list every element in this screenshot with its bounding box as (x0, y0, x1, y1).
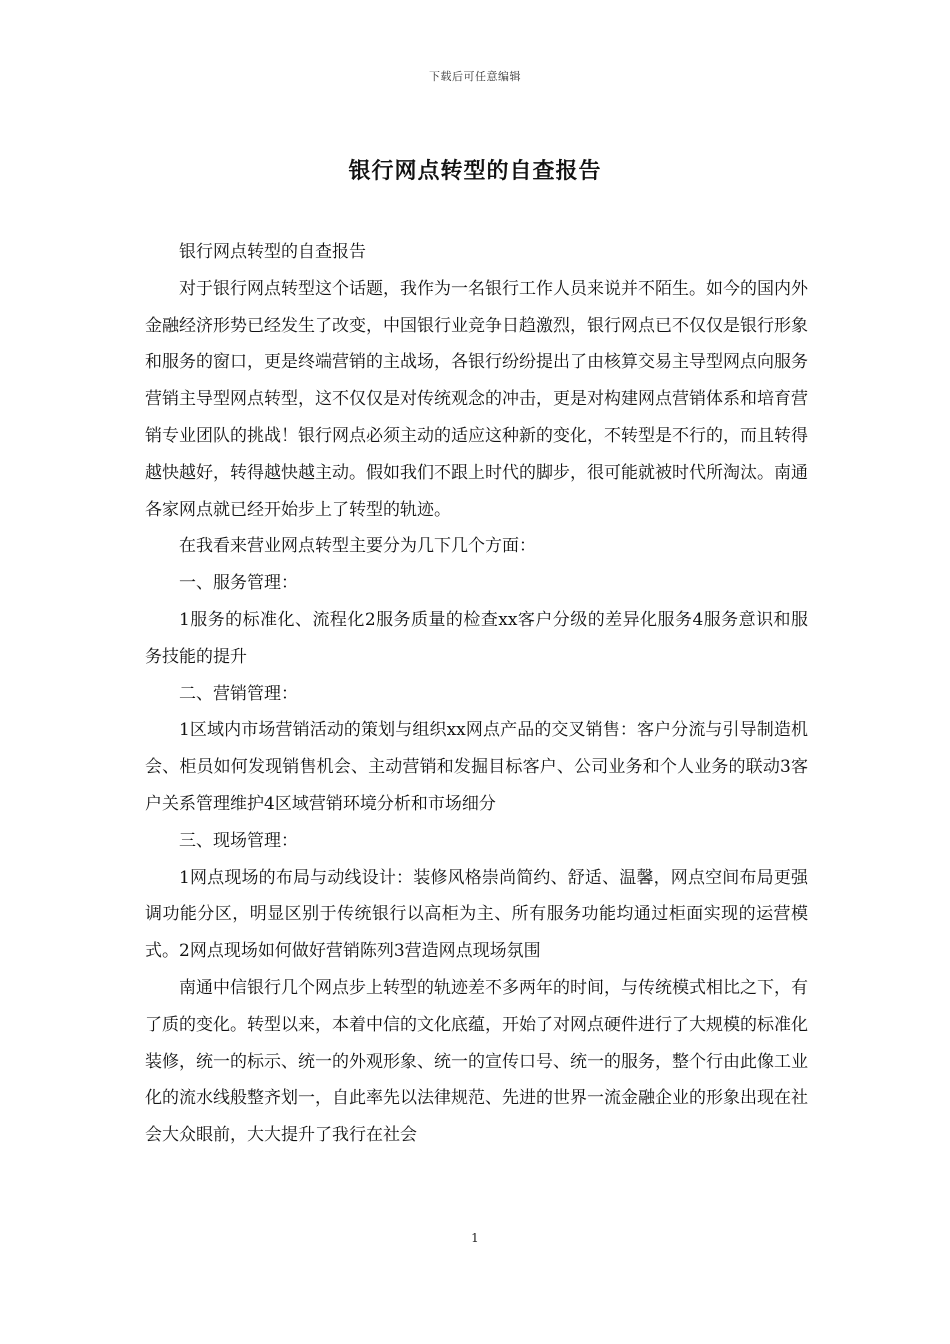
page-number: 1 (471, 1231, 479, 1245)
section-heading-onsite: 三、现场管理： (179, 830, 298, 851)
section-heading-marketing: 二、营销管理： (179, 683, 298, 704)
header-note: 下载后可任意编辑 (429, 70, 521, 83)
paragraph-service: 1服务的标准化、流程化2服务质量的检查xx客户分级的差异化服务4服务意识和服务技能的提升 (145, 609, 808, 667)
paragraph-marketing: 1区域内市场营销活动的策划与组织xx网点产品的交叉销售：客户分流与引导制造机会、柜员如何发现销售机会、主动营销和发掘目标客户、公司业务和个人业务的联动3客户关系管理维护4区域营销环境分析和市场细分 (145, 720, 808, 814)
section-heading-service: 一、服务管理： (179, 573, 298, 594)
paragraph-subtitle: 银行网点转型的自查报告 (179, 242, 366, 262)
paragraph-nantong: 南通中信银行几个网点步上转型的轨迹差不多两年的时间，与传统模式相比之下，有了质的变化。转型以来，本着中信的文化底蕴，开始了对网点硬件进行了大规模的标准化装修，统一的标示、统一的外观形象、统一的宣传口号、统一的服务，整个行由此像工业化的流水线般整齐划一，自此率先以法律规范、先进的世界一流金融企业的形象出现在社会大众眼前，大大提升了我行在社会 (145, 977, 808, 1146)
paragraph-overview: 在我看来营业网点转型主要分为几下几个方面： (179, 536, 536, 557)
paragraph-intro: 对于银行网点转型这个话题，我作为一名银行工作人员来说并不陌生。如今的国内外金融经济形势已经发生了改变，中国银行业竞争日趋激烈，银行网点已不仅仅是银行形象和服务的窗口，更是终端营销的主战场，各银行纷纷提出了由核算交易主导型网点向服务营销主导型网点转型，这不仅仅是对传统观念的冲击，更是对构建网点营销体系和培育营销专业团队的挑战！银行网点必须主动的适应这种新的变化，不转型是不行的，而且转得越快越好，转得越快越主动。假如我们不跟上时代的脚步，很可能就被时代所淘汰。南通各家网点就已经开始步上了转型的轨迹。 (145, 278, 808, 520)
document-title: 银行网点转型的自查报告 (348, 159, 602, 184)
document-body (145, 234, 808, 1154)
paragraph-onsite: 1网点现场的布局与动线设计：装修风格崇尚简约、舒适、温馨，网点空间布局更强调功能分区，明显区别于传统银行以高柜为主、所有服务功能均通过柜面实现的运营模式。2网点现场如何做好营销陈列3营造网点现场氛围 (145, 867, 808, 962)
